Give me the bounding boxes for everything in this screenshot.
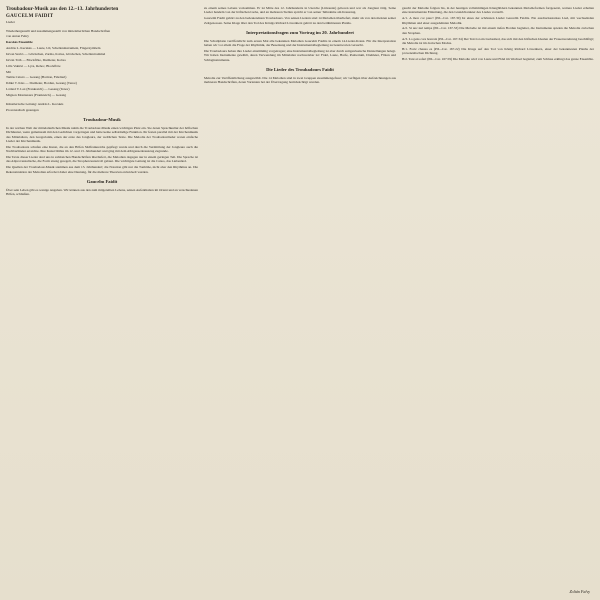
section-heading-lieder: Die Lieder des Troubadours Faidit xyxy=(266,67,334,73)
body-paragraph: Die Troubadours schufen eine Kunst, die an den Höfen Südfrankreichs gepflegt wurde und durch die Vermittlung der Jongleure auch die Nachbarländer erreichte. Ihre Kunst blühte im 12. und 13. Jahrhundert und ging mit dem Albigenserkreuzzug zugrunde. xyxy=(6,144,198,154)
song-note: B/2. Tant ai sofert (PiL.-Car. 167.59) Die Melodie wird von Laute und Fidel im Wechsel begleitet; zum Schluss erklingt das ganze Ensemble. xyxy=(402,56,594,61)
credit-line: Kecskés Ensemble xyxy=(6,40,33,45)
credit-line: Istvan Szabó — Glöckchen, Zarma, Kobsa, Glöckchen, Schellentrommel xyxy=(6,52,106,57)
credit-line: Provenzalisch gesungen xyxy=(6,107,39,112)
body-paragraph: gaucht der Melodie folgten bis, in der heutigen vollstimmigen Klangbildern bekannten Melodieformen fortgesetzt, weitere Lieder erhalten eine instrumentale Einleitung, die den Grundcharakter des Liedes vorstellt. xyxy=(402,6,594,15)
credit-line: Mit xyxy=(6,69,11,74)
column-middle xyxy=(204,6,396,86)
column-right xyxy=(402,6,594,63)
credit-line: Künstlerische Leitung: András L. Kecskés xyxy=(6,101,64,106)
credit-line: Tamás Csiszó — Gesang (Bariton, Fidelieri) xyxy=(6,75,67,80)
body-paragraph: Melodie zur Veröffentlichung ausgewählt. Die 14 Melodien sind in zwei Gruppen zusammengefasst; wir verfügen über Aufzeichnungen aus mehreren Handschriften, deren Varianten bei der Übertragung berücksichtigt wurden. xyxy=(204,76,396,85)
section-heading-gaucelm-faidit: Gaucelm Faidit xyxy=(86,178,118,184)
section-heading-troubadour-musik: Troubadour-Musik xyxy=(83,116,121,122)
body-paragraph: zu einem seines Lebens vorkommen. Er ist Mitte des 12. Jahrhunderts in Uzerche (Limousin) geboren und war als Jongleur tätig. Seine Lieder handeln von der höfischen Liebe, und an mehreren Stellen spricht er von seiner Teilnahme am Kreuzzug. xyxy=(204,6,396,15)
credit-line: István Tóth — Blockflöte, Drehleier, Kobsa xyxy=(6,57,66,62)
ensemble-subtitle: Lieder xyxy=(6,19,15,24)
author-signature: Zoltán Falvy xyxy=(569,589,590,594)
song-note: B/1. Fortz chausa es (PiL.-Car. 167.22) Die Klage auf den Tod von König Richard Löwenherz, einer der bekanntesten Planhs der provenzalischen Dichtung. xyxy=(402,46,594,56)
song-note: A/3. Lo gens cors honratz (PiL.-Car. 167.34) Der Text ist ein Liebeslied, das sich mit den höfischen Idealen der Frauenverehrung beschäftigt; die Melodie ist im dorischen Modus. xyxy=(402,36,594,45)
body-paragraph: Die Schallplatte veröffentlicht zum ersten Mal alle bekannten Melodien Gaucelm Faidits in einem 14-Lieder-Kranz. Für die Interpretation haben wir vor allem die Frage der Rhythmik, der Besetzung und der Instrumentalbegleitung zu beantworten versucht. xyxy=(204,38,396,48)
song-note: A/1. A mon cor pauc! (PiL.-Car. 167.30) Ist eines der schönsten Lieder Gaucelm Faidits. Ein ausdrucksstarkes Lied, mit wechselnden Rhythmen und einer ausgedehnten Melodik. xyxy=(402,16,594,25)
body-paragraph: Über sein Leben gibt es wenige Angaben. Wir können aus den zum mitgeteilten Lebens, seinen Aufenthalten im Orient und an verschiedenen Höfen, schließen. xyxy=(6,187,198,197)
credit-line: Lóránd V. Lax (Frankreich) — Gesang (Tenor) xyxy=(6,87,70,92)
body-paragraph: Die Texte dieser Lieder sind uns in zahlreichen Handschriften überliefert, die Melodien dagegen nur in einem geringen Teil. Die Sprache ist das Altprovenzalische, die Form streng geregelt, die Strophen kunstvoll gebaut. Die wichtigste Gattung ist die Canso, das Liebeslied. xyxy=(6,155,198,164)
credit-line: von Anton Fehry xyxy=(6,34,29,39)
credit-line: Ildikó T. Kiss — Drehleier, Bordun, Gesang (Tenor) xyxy=(6,81,77,86)
body-paragraph: Die Troubadours haben ihre Lieder einstimmig vorgetragen; eine Instrumentalbegleitung ist aber durch zeitgenössische Darstellungen belegt. Wir haben Instrumente gewählt, deren Verwendung im Mittelalter nachweisbar ist: Fidel, Laute, Harfe, Psalterium, Drehleier, Flöten und Schlaginstrumente. xyxy=(204,49,396,62)
song-note: A/2. Si anc nul temps (PiL.-Car. 167.53) Die Melodie ist mit einem tiefen Bordun begleitet, die Instrumente spielen die Melodie zwischen den Strophen. xyxy=(402,26,594,35)
body-paragraph: In der reichen Welt der mittelalterlichen Musik nahm die Troubadour-Musik einen wichtigen Platz ein. Sie deren Sprachkultur der höfischen Dichtkunst, wenn gemeinsam mit den Gedichten vorgetragen und hatte keine selbständige Funktion. Ihr festen parallel mit der Kirchenmusik des Mittelalters, den Gregorianik, einen der erste des Jongleurs, der weltlichen Texte. Die Melodie der Troubadourlieder waren einfache Lieder der Kirchenmusik. xyxy=(6,125,198,143)
section-heading-interpretation: Interpretationsfragen zum Vortrag im 20. Jahrhundert xyxy=(246,29,354,35)
credit-line: Lilla Vaktrié — Lyra, Rebec, Blockflöte xyxy=(6,63,61,68)
body-paragraph: Gaucelm Faidit gehört zu den bedeutendsten Troubadours. Von seinen Liedern sind 14 Melodien überliefert, mehr als von den meisten seiner Zeitgenossen. Seine Klage über den Tod des Königs Richard Löwenherz gehört zu den berühmtesten Planhs. xyxy=(204,16,396,25)
ensemble-name: GAUCELM FAIDIT xyxy=(6,14,54,19)
body-paragraph: Die Quellen der Troubadour-Musik stammen aus dem 13. Jahrhundert; die Notation gibt nur die Tonhöhe, nicht aber den Rhythmus an. Die Rekonstruktion der Melodien erfordert daher eine Deutung, für die mehrere Theorien entwickelt wurden. xyxy=(6,165,198,174)
page-title: Troubadour-Musik aus den 12.–13. Jahrhunderten xyxy=(6,6,119,12)
column-left xyxy=(6,6,198,198)
credit-line: Wiederhergestellt und zusammengestellt von mittelalterlichen Handschriften xyxy=(6,28,111,33)
credit-line: András L. Kecskés — Laute, Ud, Schelleninstrument, Fingerzymbeln xyxy=(6,46,101,51)
credit-line: Mignon Montanaux (Frankreich) — Gesang xyxy=(6,92,67,97)
